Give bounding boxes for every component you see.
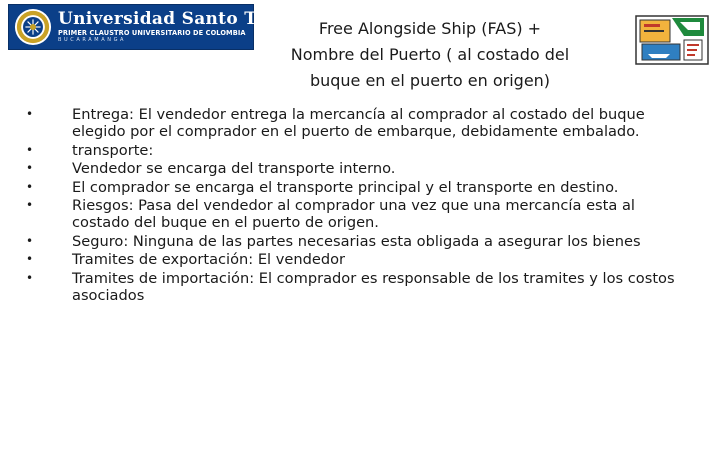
logo-subtitle: PRIMER CLAUSTRO UNIVERSITARIO DE COLOMBIA <box>58 28 246 37</box>
bullet-icon: • <box>26 107 34 121</box>
bullet-icon: • <box>26 233 34 248</box>
bullet-icon: • <box>26 161 34 175</box>
university-seal-icon <box>14 8 52 46</box>
list-item <box>26 179 696 196</box>
bullet-list <box>26 106 696 305</box>
bullet-text: Tramites de exportación: El vendedor <box>72 251 346 268</box>
bullet-icon: • <box>26 142 34 157</box>
list-item <box>26 270 696 304</box>
bullet-icon: • <box>26 270 34 285</box>
logo-university-name: Universidad Santo Tomas <box>58 8 307 29</box>
list-item <box>26 251 696 268</box>
list-item <box>26 233 696 250</box>
title-line-3: buque en el puerto en origen) <box>309 71 551 90</box>
bullet-text: Vendedor se encarga del transporte interno. <box>72 160 396 177</box>
title-line-1: Free Alongside Ship (FAS) + <box>318 19 542 38</box>
bullet-text: El comprador se encarga el transporte principal y el transporte en destino. <box>72 178 619 196</box>
bullet-text: Tramites de importación: El comprador es responsable de los tramites y los costos asociados <box>72 269 675 304</box>
logo-city: BUCARAMANGA <box>58 37 127 44</box>
university-logo <box>8 4 307 50</box>
bullet-icon: • <box>26 198 34 212</box>
list-item <box>26 106 696 140</box>
list-item <box>26 197 696 231</box>
list-item <box>26 142 696 159</box>
bullet-icon: • <box>26 252 34 266</box>
bullet-text: Seguro: Ninguna de las partes necesarias esta obligada a asegurar los bienes <box>72 232 641 250</box>
list-item <box>26 160 696 177</box>
bullet-icon: • <box>26 179 34 194</box>
title-line-2: Nombre del Puerto ( al costado del <box>290 45 570 64</box>
slide-title <box>255 16 605 94</box>
bullet-text: Riesgos: Pasa del vendedor al comprador una vez que una mercancía esta al costado del buque en el puerto de origen. <box>72 197 635 231</box>
shipping-documents-icon <box>634 14 710 66</box>
bullet-text: Entrega: El vendedor entrega la mercancía al comprador al costado del buque elegido por el comprador en el puerto de embarque, debidamente embalado. <box>72 106 645 140</box>
bullet-text: transporte: <box>72 141 154 159</box>
